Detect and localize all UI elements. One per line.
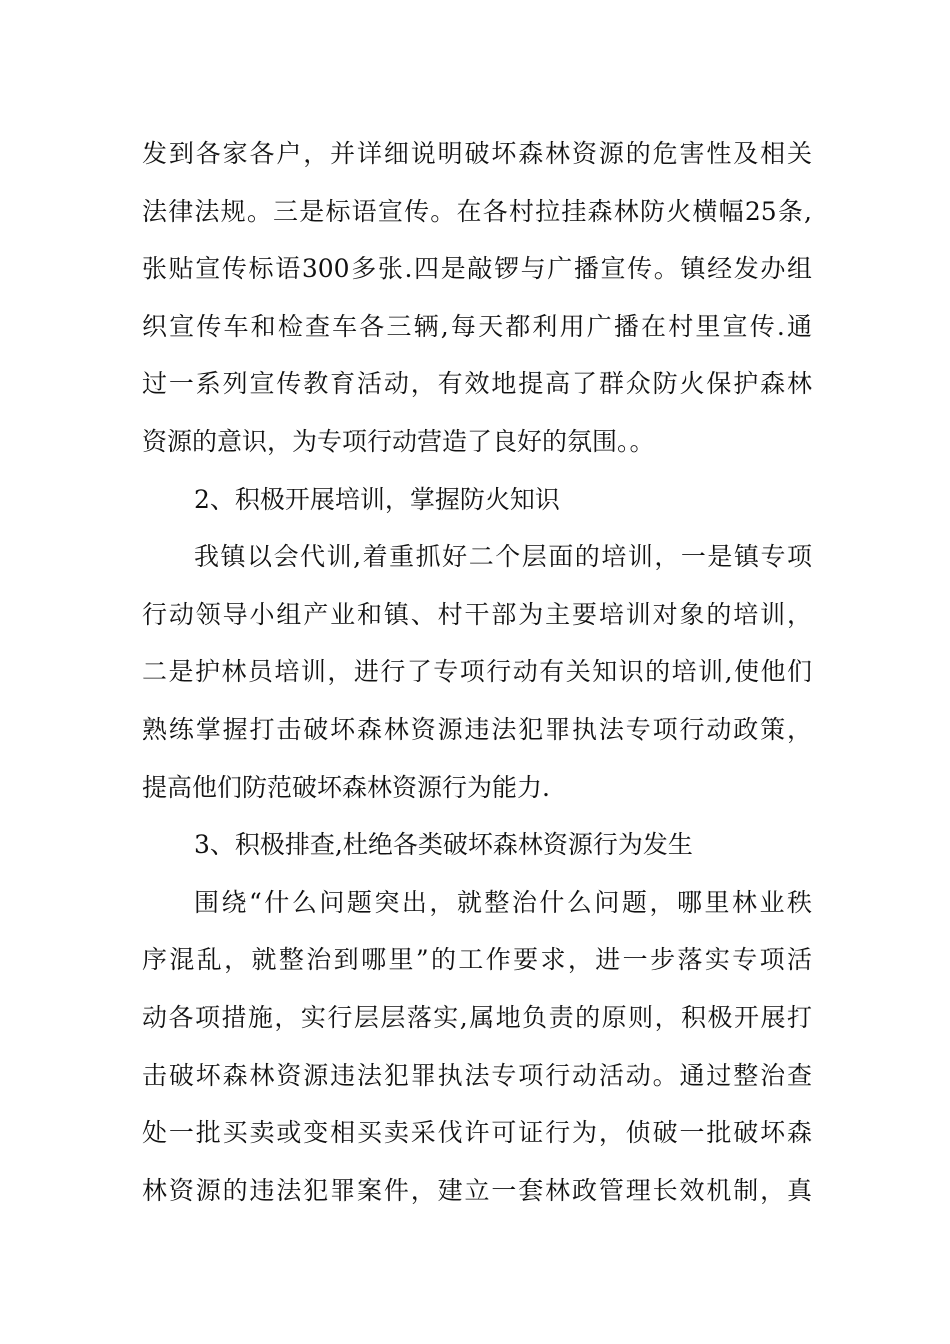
text-line: 围绕“什么问题突出，就整治什么问题，哪里林业秩 <box>194 887 812 917</box>
text-line: 过一系列宣传教育活动，有效地提高了群众防火保护森林 <box>142 369 812 399</box>
text-line: 动各项措施，实行层层落实,属地负责的原则，积极开展打 <box>142 1002 812 1032</box>
body-text <box>142 125 812 1219</box>
text-line: 资源的意识，为专项行动营造了良好的氛围。。 <box>142 426 655 456</box>
text-line: 二是护林员培训，进行了专项行动有关知识的培训,使他们 <box>142 657 812 687</box>
text-line: 击破坏森林资源违法犯罪执法专项行动活动。通过整治查 <box>142 1060 812 1090</box>
text-line: 张贴宣传标语300多张.四是敲锣与广播宣传。镇经发办组 <box>142 254 812 284</box>
text-line: 发到各家各户，并详细说明破坏森林资源的危害性及相关 <box>142 139 812 168</box>
section-heading: 2、积极开展培训，掌握防火知识 <box>194 484 560 514</box>
text-line: 提高他们防范破坏森林资源行为能力. <box>142 772 550 802</box>
text-line: 处一批买卖或变相买卖采伐许可证行为，侦破一批破坏森 <box>142 1118 812 1148</box>
text-line: 林资源的违法犯罪案件，建立一套林政管理长效机制，真 <box>142 1175 812 1205</box>
text-line: 织宣传车和检查车各三辆,每天都利用广播在村里宣传.通 <box>142 311 812 341</box>
text-line: 熟练掌握打击破坏森林资源违法犯罪执法专项行动政策， <box>142 714 812 744</box>
text-line: 法律法规。三是标语宣传。在各村拉挂森林防火横幅25条, <box>142 196 812 226</box>
text-line: 行动领导小组产业和镇、村干部为主要培训对象的培训， <box>142 599 812 629</box>
text-line: 序混乱，就整治到哪里”的工作要求，进一步落实专项活 <box>142 945 812 975</box>
section-heading: 3、积极排查,杜绝各类破坏森林资源行为发生 <box>194 830 693 860</box>
text-line: 我镇以会代训,着重抓好二个层面的培训，一是镇专项 <box>194 542 812 572</box>
